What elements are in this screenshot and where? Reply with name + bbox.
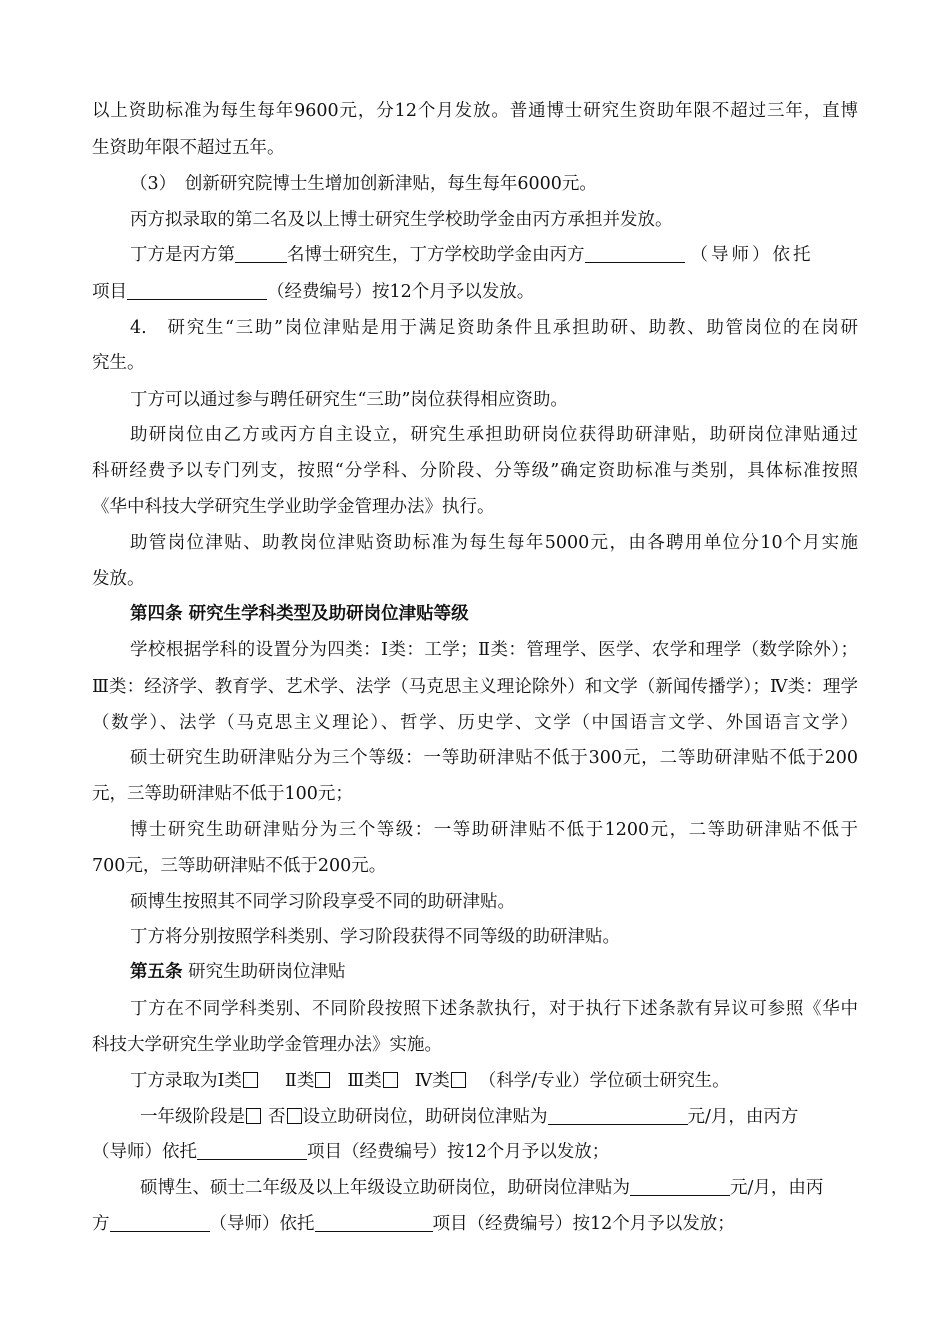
paragraph-line: 丁方将分别按照学科类别、学习阶段获得不同等级的助研津贴。 [130,927,620,947]
line-text: 名博士研究生，丁方学校助学金由丙方 [287,245,585,265]
paragraph-line [92,280,534,304]
checkbox-category-1[interactable] [243,1072,258,1088]
line-text: 项目 [92,282,127,302]
paragraph-line: 硕士研究生助研津贴分为三个等级：一等助研津贴不低于300元，二等助研津贴不低于200 [130,748,858,768]
line-text: （导师）依托 [209,1214,315,1234]
paragraph-line: 科研经费予以专门列支，按照“分学科、分阶段、分等级”确定资助标准与类别，具体标准按照 [92,461,858,481]
article-title: 研究生助研岗位津贴 [182,962,346,982]
paragraph-line: （3） 创新研究院博士生增加创新津贴，每生每年6000元。 [130,174,597,194]
checkbox-category-2[interactable] [315,1072,330,1088]
fill-in-blank[interactable] [548,1106,688,1125]
line-text: 方 [92,1214,110,1234]
option-label: Ⅱ类 [284,1071,315,1091]
line-text: 元/月，由丙方 [687,1107,799,1127]
checkbox-no[interactable] [287,1108,302,1124]
paragraph-line: 助管岗位津贴、助教岗位津贴资助标准为每生每年5000元，由各聘用单位分10个月实施 [130,533,858,553]
line-text: 丁方是丙方第 [130,245,235,265]
paragraph-line: 科技大学研究生学业助学金管理办法》实施。 [92,1035,442,1055]
paragraph-line [140,1176,823,1200]
paragraph-line: 生资助年限不超过五年。 [92,138,285,158]
paragraph-line: 以上资助标准为每生每年9600元，分12个月发放。普通博士研究生资助年限不超过三年，直博 [92,101,858,121]
fill-in-blank[interactable] [127,281,267,300]
fill-in-blank[interactable] [585,244,685,263]
fill-in-blank[interactable] [197,1141,307,1160]
fill-in-blank[interactable] [315,1213,433,1232]
checkbox-yes[interactable] [246,1108,261,1124]
paragraph-line: 700元，三等助研津贴不低于200元。 [92,856,387,876]
paragraph-line [92,1212,735,1236]
line-text: 硕博生、硕士二年级及以上年级设立助研岗位，助研岗位津贴为 [140,1178,630,1198]
category-options-line [130,1069,730,1093]
option-label: Ⅳ类 [414,1071,450,1091]
line-text: （导师）依托 [92,1142,197,1162]
fill-in-blank[interactable] [630,1177,730,1196]
paragraph-line [140,1105,798,1129]
line-text: 设立助研岗位，助研岗位津贴为 [302,1107,548,1127]
paragraph-line: 助研岗位由乙方或丙方自主设立，研究生承担助研岗位获得助研津贴，助研岗位津贴通过 [130,425,858,445]
paragraph-line [92,1140,609,1164]
paragraph-line: 丙方拟录取的第二名及以上博士研究生学校助学金由丙方承担并发放。 [130,210,673,230]
paragraph-line: 元，三等助研津贴不低于100元； [92,784,353,804]
checkbox-category-4[interactable] [451,1072,466,1088]
paragraph-line: 学校根据学科的设置分为四类：Ⅰ类：工学；Ⅱ类：管理学、医学、农学和理学（数学除外）； [130,640,858,660]
line-text: （导师）依托 [690,245,814,265]
paragraph-line: 发放。 [92,569,145,589]
line-text: 元/月，由丙 [730,1178,824,1198]
section-heading: 第四条 研究生学科类型及助研岗位津贴等级 [130,604,469,624]
checkbox-category-3[interactable] [383,1072,398,1088]
paragraph-line: 博士研究生助研津贴分为三个等级：一等助研津贴不低于1200元，二等助研津贴不低于 [130,820,858,840]
line-text: 否 [268,1107,286,1127]
paragraph-line [130,243,814,267]
paragraph-line: 究生。 [92,353,145,373]
paragraph-line: 《华中科技大学研究生学业助学金管理办法》执行。 [92,497,495,517]
line-text: （经费编号）按12个月予以发放。 [267,282,535,302]
line-text: 项目（经费编号）按12个月予以发放； [307,1142,610,1162]
option-label: Ⅲ类 [347,1071,382,1091]
line-text: 一年级阶段是 [140,1107,245,1127]
option-label: 丁方录取为Ⅰ类 [130,1071,242,1091]
paragraph-line: 丁方可以通过参与聘任研究生“三助”岗位获得相应资助。 [130,390,568,410]
line-text: 项目（经费编号）按12个月予以发放； [432,1214,735,1234]
paragraph-line: 丁方在不同学科类别、不同阶段按照下述条款执行，对于执行下述条款有异议可参照《华中 [130,999,858,1019]
paragraph-line: Ⅲ类：经济学、教育学、艺术学、法学（马克思主义理论除外）和文学（新闻传播学）；Ⅳ类：理学 [92,677,858,697]
article-number: 第五条 [130,962,183,982]
section-heading [130,960,346,984]
paragraph-line: 4. 研究生“三助”岗位津贴是用于满足资助条件且承担助研、助教、助管岗位的在岗研 [130,318,858,338]
paragraph-line: （数学）、法学（马克思主义理论）、哲学、历史学、文学（中国语言文学、外国语言文学） [92,713,858,733]
option-label: （科学/专业）学位硕士研究生。 [478,1071,730,1091]
fill-in-blank[interactable] [110,1213,210,1232]
paragraph-line: 硕博生按照其不同学习阶段享受不同的助研津贴。 [130,892,515,912]
fill-in-blank[interactable] [235,244,287,263]
